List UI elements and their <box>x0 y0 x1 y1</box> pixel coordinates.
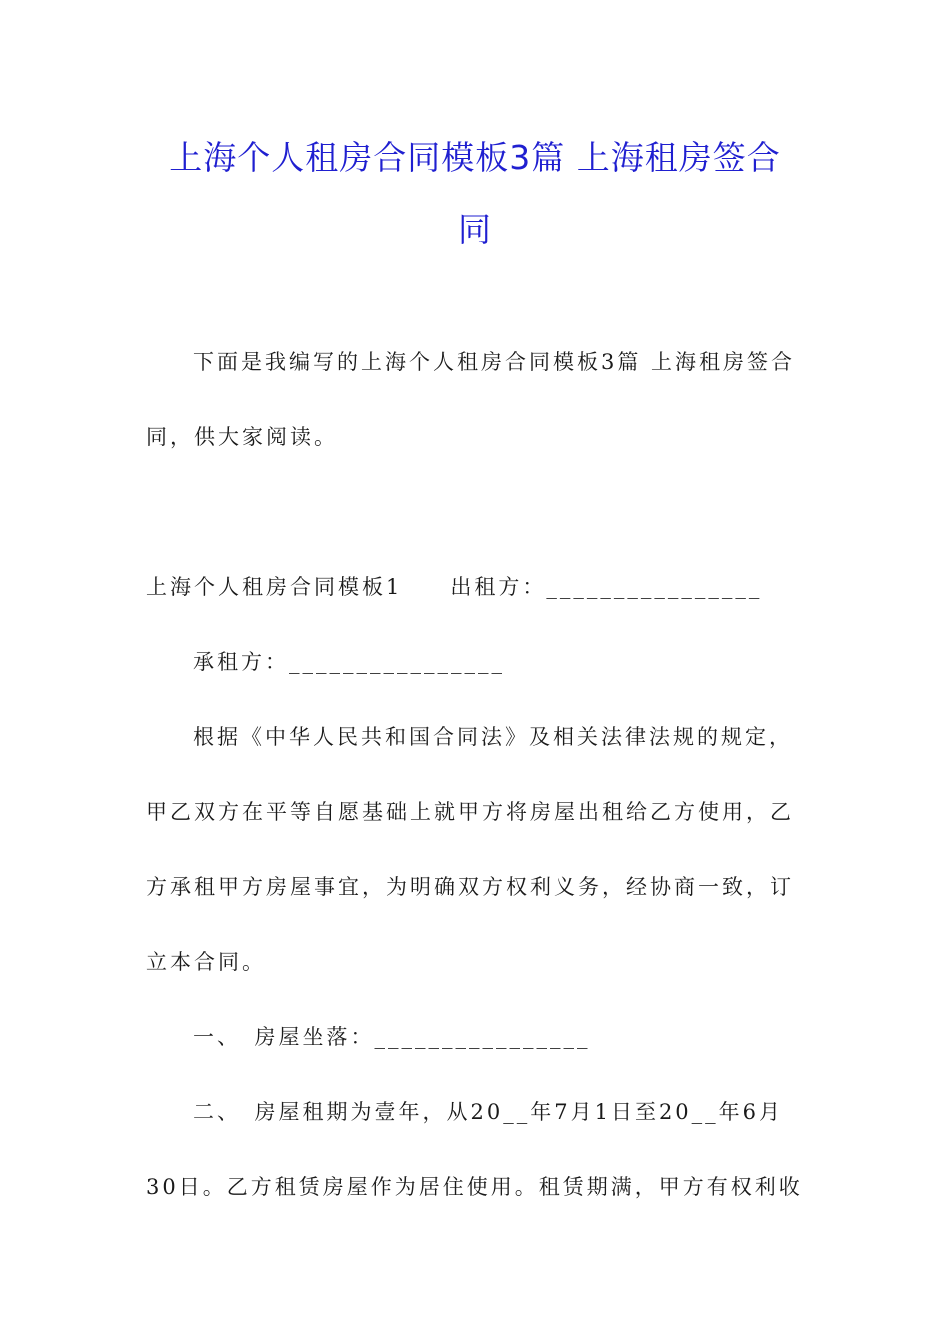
clause-2-term-line-1: 二、 房屋租期为壹年，从20__年7月1日至20__年6月 <box>193 1100 784 1124</box>
intro-paragraph-line-1: 下面是我编写的上海个人租房合同模板3篇 上海租房签合 <box>193 350 796 374</box>
intro-paragraph-line-2: 同，供大家阅读。 <box>146 425 338 449</box>
clause-2-term-line-2: 30日。乙方租赁房屋作为居住使用。租赁期满，甲方有权利收 <box>146 1175 803 1199</box>
basis-paragraph-line-3: 方承租甲方房屋事宜，为明确双方权利义务，经协商一致，订 <box>146 875 794 899</box>
basis-paragraph-line-2: 甲乙双方在平等自愿基础上就甲方将房屋出租给乙方使用，乙 <box>146 800 794 824</box>
template-heading-lessor: 上海个人租房合同模板1 出租方：________________ <box>146 575 763 599</box>
basis-paragraph-line-1: 根据《中华人民共和国合同法》及相关法律法规的规定， <box>193 725 793 749</box>
clause-1-location: 一、 房屋坐落：________________ <box>193 1025 591 1049</box>
document-title-line-1: 上海个人租房合同模板3篇 上海租房签合 <box>169 138 781 177</box>
lessee-line: 承租方：________________ <box>193 650 505 674</box>
basis-paragraph-line-4: 立本合同。 <box>146 950 266 974</box>
document-title-line-2: 同 <box>458 210 492 249</box>
